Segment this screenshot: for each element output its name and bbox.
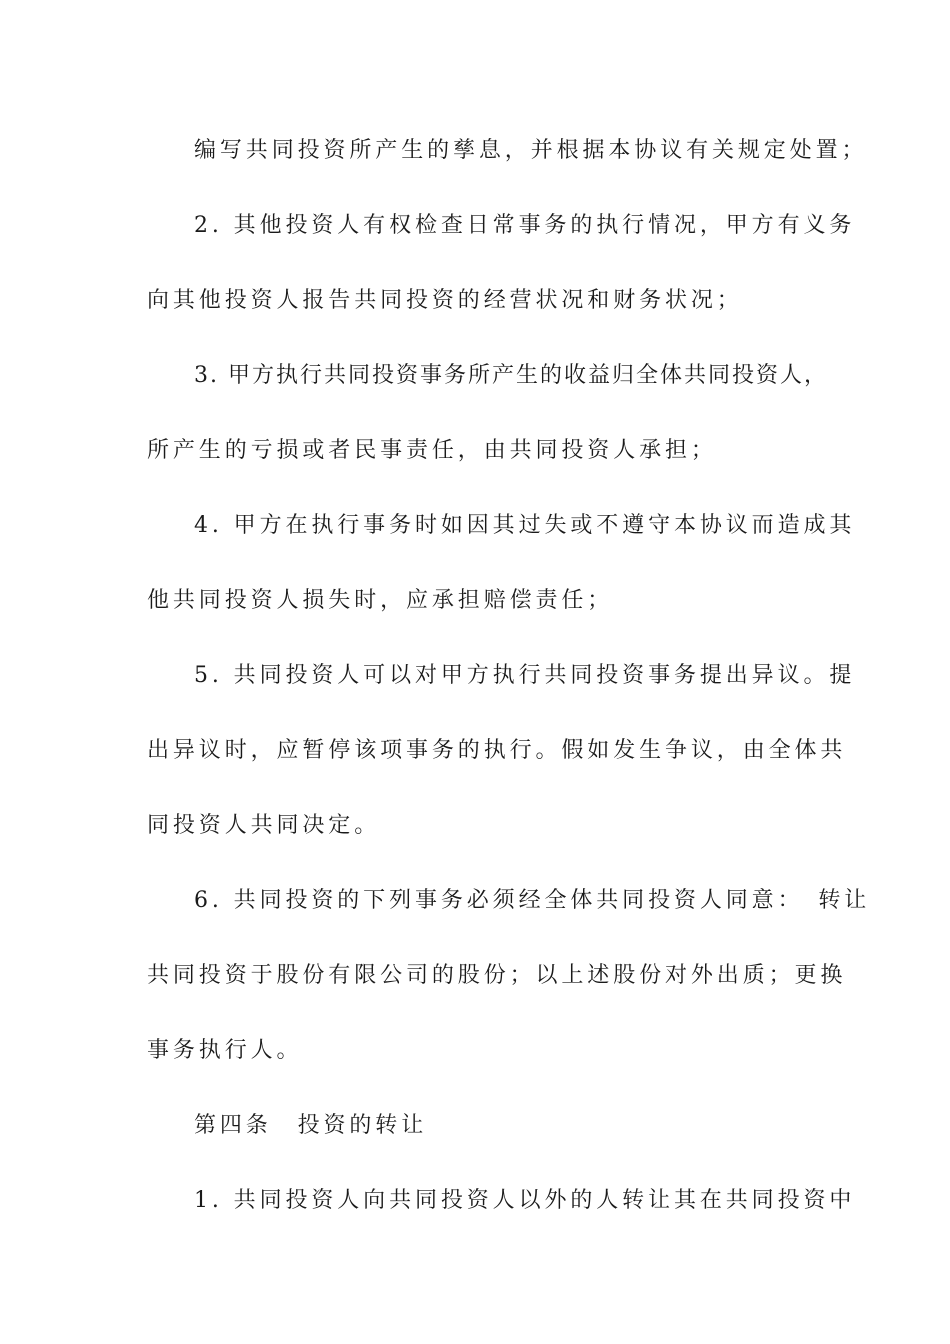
text-line: 同投资人共同决定。 — [147, 813, 381, 838]
text-line: 共同投资于股份有限公司的股份；以上述股份对外出质；更换 — [147, 963, 847, 988]
text-line: 3. 甲方执行共同投资事务所产生的收益归全体共同投资人， — [194, 363, 828, 388]
text-line: 事务执行人。 — [147, 1038, 303, 1063]
section-heading: 第四条 投资的转让 — [194, 1113, 428, 1138]
text-line: 5. 共同投资人可以对甲方执行共同投资事务提出异议。提 — [194, 663, 856, 688]
text-line: 1. 共同投资人向共同投资人以外的人转让其在共同投资中 — [194, 1188, 856, 1213]
text-line: 4. 甲方在执行事务时如因其过失或不遵守本协议而造成其 — [194, 513, 856, 538]
text-line: 6. 共同投资的下列事务必须经全体共同投资人同意： 转让 — [194, 888, 871, 913]
text-line: 2. 其他投资人有权检查日常事务的执行情况，甲方有义务 — [194, 213, 856, 238]
text-line: 出异议时，应暂停该项事务的执行。假如发生争议，由全体共 — [147, 738, 847, 763]
text-line: 编写共同投资所产生的孳息，并根据本协议有关规定处置； — [194, 138, 868, 163]
text-line: 所产生的亏损或者民事责任，由共同投资人承担； — [147, 438, 717, 463]
text-line: 他共同投资人损失时，应承担赔偿责任； — [147, 588, 614, 613]
text-line: 向其他投资人报告共同投资的经营状况和财务状况； — [147, 288, 743, 313]
